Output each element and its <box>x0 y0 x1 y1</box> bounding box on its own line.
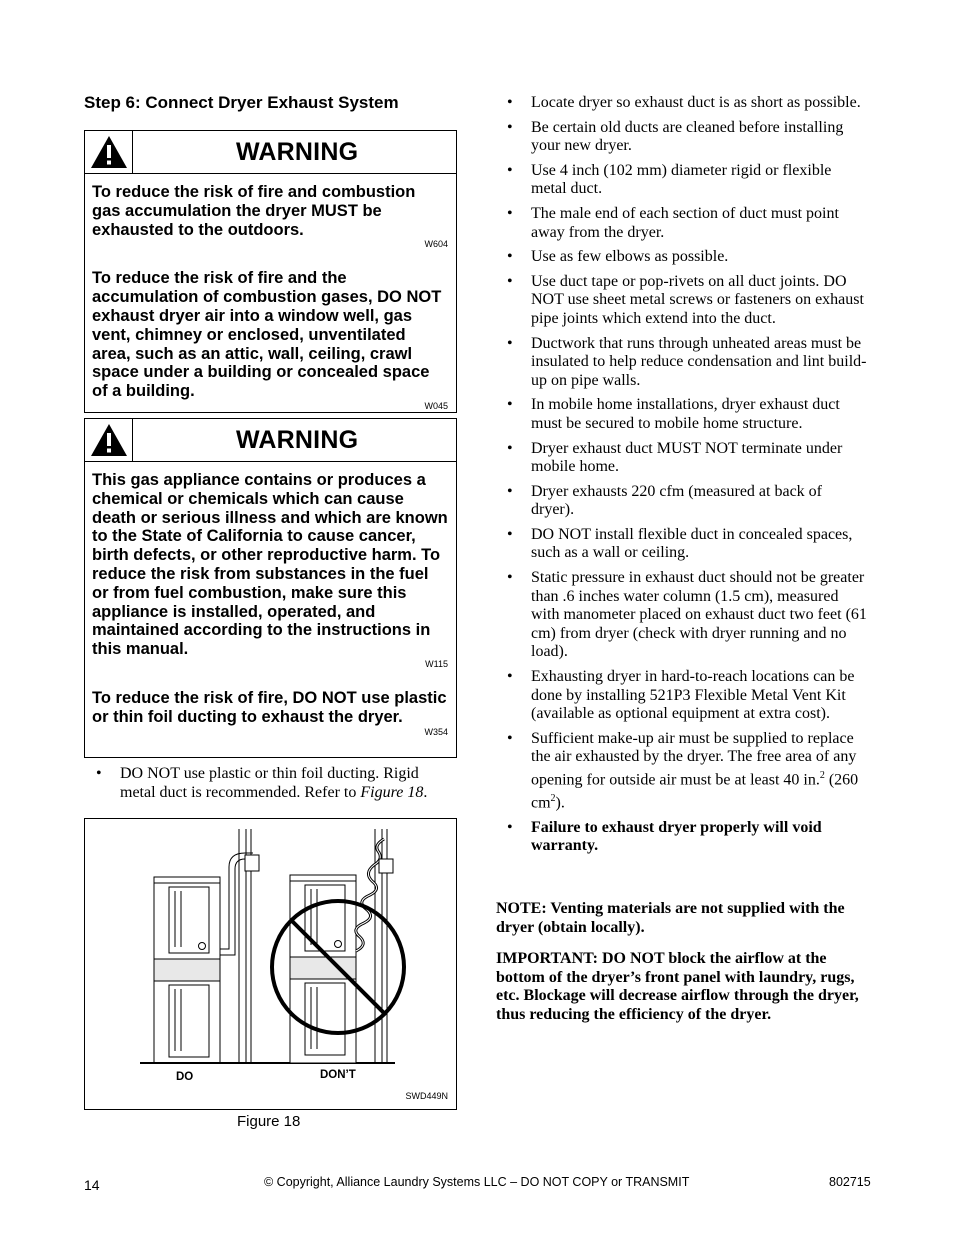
warning-triangle-icon <box>90 423 128 457</box>
warning-code: W354 <box>424 726 448 737</box>
bullet: • <box>507 482 513 500</box>
figure-reference[interactable]: Figure 18 <box>360 784 424 801</box>
bullet: • <box>507 272 513 290</box>
list-item <box>507 205 869 242</box>
bullet: • <box>507 248 513 266</box>
bullet-text: Use duct tape or pop-rivets on all duct joints. DO NOT use sheet metal screws or fasteners on exhaust pipe joints which extend into the duct. <box>531 272 864 327</box>
list-item <box>507 273 869 329</box>
list-item <box>507 569 869 662</box>
list-item <box>507 483 869 520</box>
bullet-text: DO NOT install flexible duct in concealed spaces, such as a wall or ceiling. <box>531 525 853 562</box>
warning-text: To reduce the risk of fire and combustion gas accumulation the dryer MUST be exhausted to the outdoors. <box>92 183 416 239</box>
page-number: 14 <box>84 1177 100 1193</box>
list-item-makeup-air <box>507 730 869 813</box>
ducting-bullet <box>96 764 456 802</box>
list-item <box>507 396 869 433</box>
dryer-venting-illustration <box>85 819 456 1109</box>
warning-code: W604 <box>424 239 448 250</box>
bullet-text: Locate dryer so exhaust duct is as short as possible. <box>531 94 861 111</box>
bullet-text: In mobile home installations, dryer exhaust duct must be secured to mobile home structure. <box>531 396 840 432</box>
warning-icon-cell <box>85 419 133 461</box>
bullet: • <box>507 94 513 111</box>
bullet-text: Dryer exhaust duct MUST NOT terminate under mobile home. <box>531 439 843 476</box>
bullet: • <box>507 118 513 136</box>
bullet: • <box>507 729 513 747</box>
list-item <box>507 119 869 156</box>
bullet-text: The male end of each section of duct must point away from the dryer. <box>531 204 839 241</box>
bullet-text: Sufficient make-up air must be supplied to replace the air exhausted by the dryer. The free area of any opening for outside air must be at least 40 in.$^2$ (260 $cm^2$). <box>531 729 859 812</box>
bullet: • <box>507 161 513 179</box>
warning-box-california <box>84 418 457 758</box>
bullet-text: Be certain old ducts are cleaned before installing your new dryer. <box>531 118 844 155</box>
list-item-warranty <box>507 819 869 856</box>
copyright-notice: © Copyright, Alliance Laundry Systems LLC – DO NOT COPY or TRANSMIT <box>264 1175 690 1189</box>
bullet-text: Ductwork that runs through unheated areas must be insulated to help reduce condensation and lint build-up on pipe walls. <box>531 334 867 389</box>
bullet: • <box>507 204 513 222</box>
figure-caption: Figure 18 <box>237 1113 301 1130</box>
note-venting-materials: NOTE: Venting materials are not supplied with the dryer (obtain locally). <box>496 900 845 936</box>
bullet: • <box>96 765 102 782</box>
warning-triangle-icon <box>90 135 128 169</box>
list-item <box>507 94 869 113</box>
warning-box-fire <box>84 130 457 413</box>
warning-header <box>85 131 456 174</box>
figure-code: SWD449N <box>405 1091 448 1101</box>
warning-text: To reduce the risk of fire, DO NOT use plastic or thin foil ducting to exhaust the dryer. <box>92 688 447 726</box>
figure-label-do: DO <box>176 1071 194 1083</box>
bullet-text: Failure to exhaust dryer properly will void warranty. <box>531 818 822 855</box>
list-item <box>507 668 869 724</box>
list-item <box>507 162 869 199</box>
right-bullet-list <box>507 94 869 862</box>
list-item <box>507 248 869 267</box>
section-heading: Step 6: Connect Dryer Exhaust System <box>84 93 399 112</box>
bullet: • <box>507 668 513 686</box>
figure-18 <box>84 818 457 1110</box>
warning-code: W115 <box>425 658 448 669</box>
bullet: • <box>507 525 513 543</box>
figure-label-dont: DON’T <box>320 1069 356 1081</box>
bullet: • <box>507 334 513 352</box>
bullet: • <box>507 818 513 836</box>
warning-icon-cell <box>85 131 133 173</box>
bullet-text: Static pressure in exhaust duct should not be greater than .6 inches water column (1.5 cm), measured with manometer placed on exhaust duct two feet (61 cm) from dryer (check with dryer running and no load). <box>531 569 867 661</box>
list-item <box>507 526 869 563</box>
bullet: • <box>507 569 513 587</box>
bullet-text: DO NOT use plastic or thin foil ducting. Rigid metal duct is recommended. Refer to Figure 18. <box>120 765 428 801</box>
bullet-text: Use as few elbows as possible. <box>531 248 729 266</box>
warning-text: This gas appliance contains or produces a chemical or chemicals which can cause death or serious illness and which are known to the State of California to cause cancer, birth defects, or other reproductive harm. To reduce the risk from substances in the fuel or from fuel combustion, make sure this appliance is installed, operated, and maintained according to the instructions in this manual. <box>92 471 448 659</box>
document-number: 802715 <box>829 1175 871 1189</box>
warning-header <box>85 419 456 462</box>
bullet-text: Exhausting dryer in hard-to-reach locations can be done by installing 521P3 Flexible Metal Vent Kit (available as optional equipment at extra cost). <box>531 668 855 723</box>
warning-title: WARNING <box>236 426 359 454</box>
list-item <box>507 440 869 477</box>
bullet-text: Dryer exhausts 220 cfm (measured at back of dryer). <box>531 482 822 519</box>
warning-text: To reduce the risk of fire and the accumulation of combustion gases, DO NOT exhaust dryer air into a window well, gas vent, chimney or enclosed, unventilated area, such as an attic, wall, ceiling, crawl space under a building or concealed space of a building. <box>92 269 442 401</box>
list-item <box>507 335 869 391</box>
warning-title: WARNING <box>236 138 359 166</box>
bullet-text: Use 4 inch (102 mm) diameter rigid or flexible metal duct. <box>531 161 832 198</box>
warning-code: W045 <box>424 400 448 411</box>
important-airflow: IMPORTANT: DO NOT block the airflow at the bottom of the dryer’s front panel with laundry, rugs, etc. Blockage will decrease airflow through the dryer, thus reducing the efficiency of the dryer. <box>496 950 859 1023</box>
bullet: • <box>507 396 513 414</box>
bullet: • <box>507 439 513 457</box>
